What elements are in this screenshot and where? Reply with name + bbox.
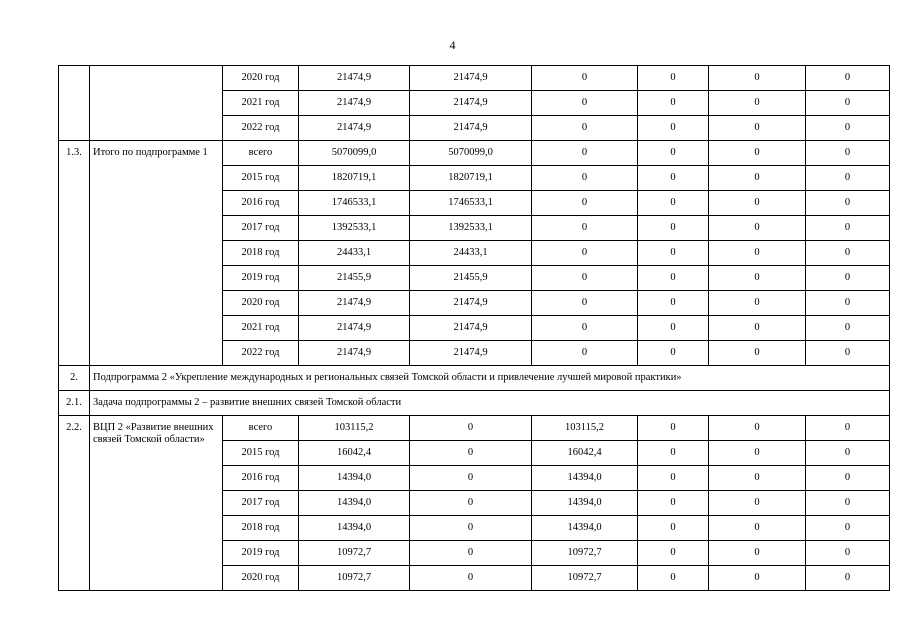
period-cell: 2021 год [223, 91, 299, 116]
value-cell: 10972,7 [299, 541, 410, 566]
value-cell: 0 [638, 441, 709, 466]
value-cell: 0 [532, 241, 638, 266]
value-cell: 24433,1 [299, 241, 410, 266]
value-cell: 0 [709, 516, 806, 541]
value-cell: 0 [709, 491, 806, 516]
value-cell: 0 [806, 516, 890, 541]
table-row [59, 416, 890, 441]
value-cell: 21474,9 [410, 316, 532, 341]
value-cell: 0 [638, 91, 709, 116]
value-cell: 16042,4 [299, 441, 410, 466]
section-index-cell: 2.1. [59, 391, 90, 416]
value-cell: 21474,9 [299, 116, 410, 141]
row-name-cell [90, 66, 223, 141]
value-cell: 0 [709, 341, 806, 366]
period-cell: 2019 год [223, 266, 299, 291]
value-cell: 0 [709, 66, 806, 91]
value-cell: 0 [709, 141, 806, 166]
value-cell: 0 [638, 266, 709, 291]
value-cell: 0 [638, 466, 709, 491]
value-cell: 0 [709, 191, 806, 216]
value-cell: 0 [638, 141, 709, 166]
value-cell: 0 [638, 541, 709, 566]
period-cell: 2022 год [223, 116, 299, 141]
value-cell: 103115,2 [532, 416, 638, 441]
section-title-cell: Подпрограмма 2 «Укрепление международных и региональных связей Томской области и привлечение лучшей мировой практики» [90, 366, 890, 391]
value-cell: 1746533,1 [299, 191, 410, 216]
value-cell: 14394,0 [532, 491, 638, 516]
value-cell: 24433,1 [410, 241, 532, 266]
value-cell: 21474,9 [410, 291, 532, 316]
value-cell: 0 [532, 341, 638, 366]
value-cell: 21474,9 [299, 66, 410, 91]
value-cell: 0 [638, 316, 709, 341]
value-cell: 0 [638, 491, 709, 516]
value-cell: 0 [806, 166, 890, 191]
value-cell: 21474,9 [299, 341, 410, 366]
value-cell: 0 [806, 316, 890, 341]
period-cell: 2020 год [223, 66, 299, 91]
value-cell: 10972,7 [532, 541, 638, 566]
value-cell: 0 [709, 316, 806, 341]
period-cell: всего [223, 416, 299, 441]
section-row [59, 366, 890, 391]
value-cell: 0 [806, 441, 890, 466]
value-cell: 5070099,0 [410, 141, 532, 166]
value-cell: 0 [806, 91, 890, 116]
value-cell: 0 [638, 216, 709, 241]
value-cell: 0 [709, 216, 806, 241]
value-cell: 0 [638, 241, 709, 266]
value-cell: 21455,9 [410, 266, 532, 291]
period-cell: 2020 год [223, 291, 299, 316]
period-cell: 2015 год [223, 166, 299, 191]
row-name-cell: Итого по подпрограмме 1 [90, 141, 223, 366]
value-cell: 14394,0 [532, 516, 638, 541]
value-cell: 0 [638, 516, 709, 541]
value-cell: 0 [638, 166, 709, 191]
value-cell: 0 [410, 441, 532, 466]
value-cell: 0 [806, 141, 890, 166]
value-cell: 0 [806, 116, 890, 141]
value-cell: 14394,0 [299, 491, 410, 516]
value-cell: 21455,9 [299, 266, 410, 291]
period-cell: 2017 год [223, 491, 299, 516]
value-cell: 0 [410, 491, 532, 516]
period-cell: 2020 год [223, 566, 299, 591]
value-cell: 1392533,1 [299, 216, 410, 241]
value-cell: 0 [410, 416, 532, 441]
value-cell: 0 [806, 341, 890, 366]
row-name-cell: ВЦП 2 «Развитие внешних связей Томской области» [90, 416, 223, 591]
value-cell: 0 [806, 541, 890, 566]
value-cell: 10972,7 [532, 566, 638, 591]
value-cell: 0 [806, 216, 890, 241]
value-cell: 0 [532, 266, 638, 291]
value-cell: 1746533,1 [410, 191, 532, 216]
period-cell: 2019 год [223, 541, 299, 566]
section-index-cell: 2. [59, 366, 90, 391]
value-cell: 5070099,0 [299, 141, 410, 166]
value-cell: 0 [532, 116, 638, 141]
value-cell: 0 [532, 216, 638, 241]
row-index-cell: 2.2. [59, 416, 90, 591]
value-cell: 0 [709, 291, 806, 316]
value-cell: 0 [806, 491, 890, 516]
row-index-cell [59, 66, 90, 141]
row-index-cell: 1.3. [59, 141, 90, 366]
page-number: 4 [449, 38, 456, 52]
period-cell: 2017 год [223, 216, 299, 241]
value-cell: 14394,0 [299, 466, 410, 491]
value-cell: 0 [532, 316, 638, 341]
value-cell: 0 [806, 266, 890, 291]
value-cell: 0 [532, 191, 638, 216]
period-cell: 2021 год [223, 316, 299, 341]
value-cell: 21474,9 [299, 316, 410, 341]
value-cell: 21474,9 [410, 66, 532, 91]
value-cell: 0 [638, 191, 709, 216]
value-cell: 0 [532, 141, 638, 166]
value-cell: 10972,7 [299, 566, 410, 591]
value-cell: 0 [709, 91, 806, 116]
value-cell: 0 [410, 516, 532, 541]
value-cell: 0 [806, 466, 890, 491]
value-cell: 1820719,1 [299, 166, 410, 191]
value-cell: 14394,0 [532, 466, 638, 491]
section-row [59, 391, 890, 416]
period-cell: 2018 год [223, 516, 299, 541]
value-cell: 0 [638, 116, 709, 141]
period-cell: 2018 год [223, 241, 299, 266]
value-cell: 0 [806, 291, 890, 316]
value-cell: 0 [638, 341, 709, 366]
value-cell: 0 [709, 466, 806, 491]
value-cell: 0 [532, 91, 638, 116]
value-cell: 0 [638, 416, 709, 441]
value-cell: 0 [532, 291, 638, 316]
value-cell: 0 [806, 566, 890, 591]
value-cell: 0 [709, 241, 806, 266]
value-cell: 0 [709, 116, 806, 141]
table-row [59, 66, 890, 91]
value-cell: 0 [638, 66, 709, 91]
value-cell: 0 [806, 66, 890, 91]
section-title-cell: Задача подпрограммы 2 – развитие внешних связей Томской области [90, 391, 890, 416]
value-cell: 21474,9 [410, 116, 532, 141]
period-cell: 2016 год [223, 191, 299, 216]
value-cell: 0 [709, 441, 806, 466]
value-cell: 0 [410, 541, 532, 566]
value-cell: 0 [638, 291, 709, 316]
value-cell: 0 [709, 416, 806, 441]
value-cell: 1392533,1 [410, 216, 532, 241]
value-cell: 0 [410, 566, 532, 591]
value-cell: 21474,9 [410, 91, 532, 116]
value-cell: 14394,0 [299, 516, 410, 541]
value-cell: 0 [709, 566, 806, 591]
value-cell: 0 [709, 541, 806, 566]
value-cell: 1820719,1 [410, 166, 532, 191]
value-cell: 21474,9 [299, 291, 410, 316]
table-body [59, 66, 890, 591]
value-cell: 0 [709, 166, 806, 191]
value-cell: 0 [806, 241, 890, 266]
period-cell: 2016 год [223, 466, 299, 491]
value-cell: 0 [638, 566, 709, 591]
value-cell: 16042,4 [532, 441, 638, 466]
value-cell: 0 [806, 416, 890, 441]
value-cell: 21474,9 [299, 91, 410, 116]
value-cell: 103115,2 [299, 416, 410, 441]
value-cell: 0 [709, 266, 806, 291]
table-row [59, 141, 890, 166]
value-cell: 0 [410, 466, 532, 491]
period-cell: 2015 год [223, 441, 299, 466]
value-cell: 0 [532, 166, 638, 191]
period-cell: всего [223, 141, 299, 166]
value-cell: 21474,9 [410, 341, 532, 366]
value-cell: 0 [806, 191, 890, 216]
period-cell: 2022 год [223, 341, 299, 366]
funding-table [58, 65, 890, 591]
value-cell: 0 [532, 66, 638, 91]
